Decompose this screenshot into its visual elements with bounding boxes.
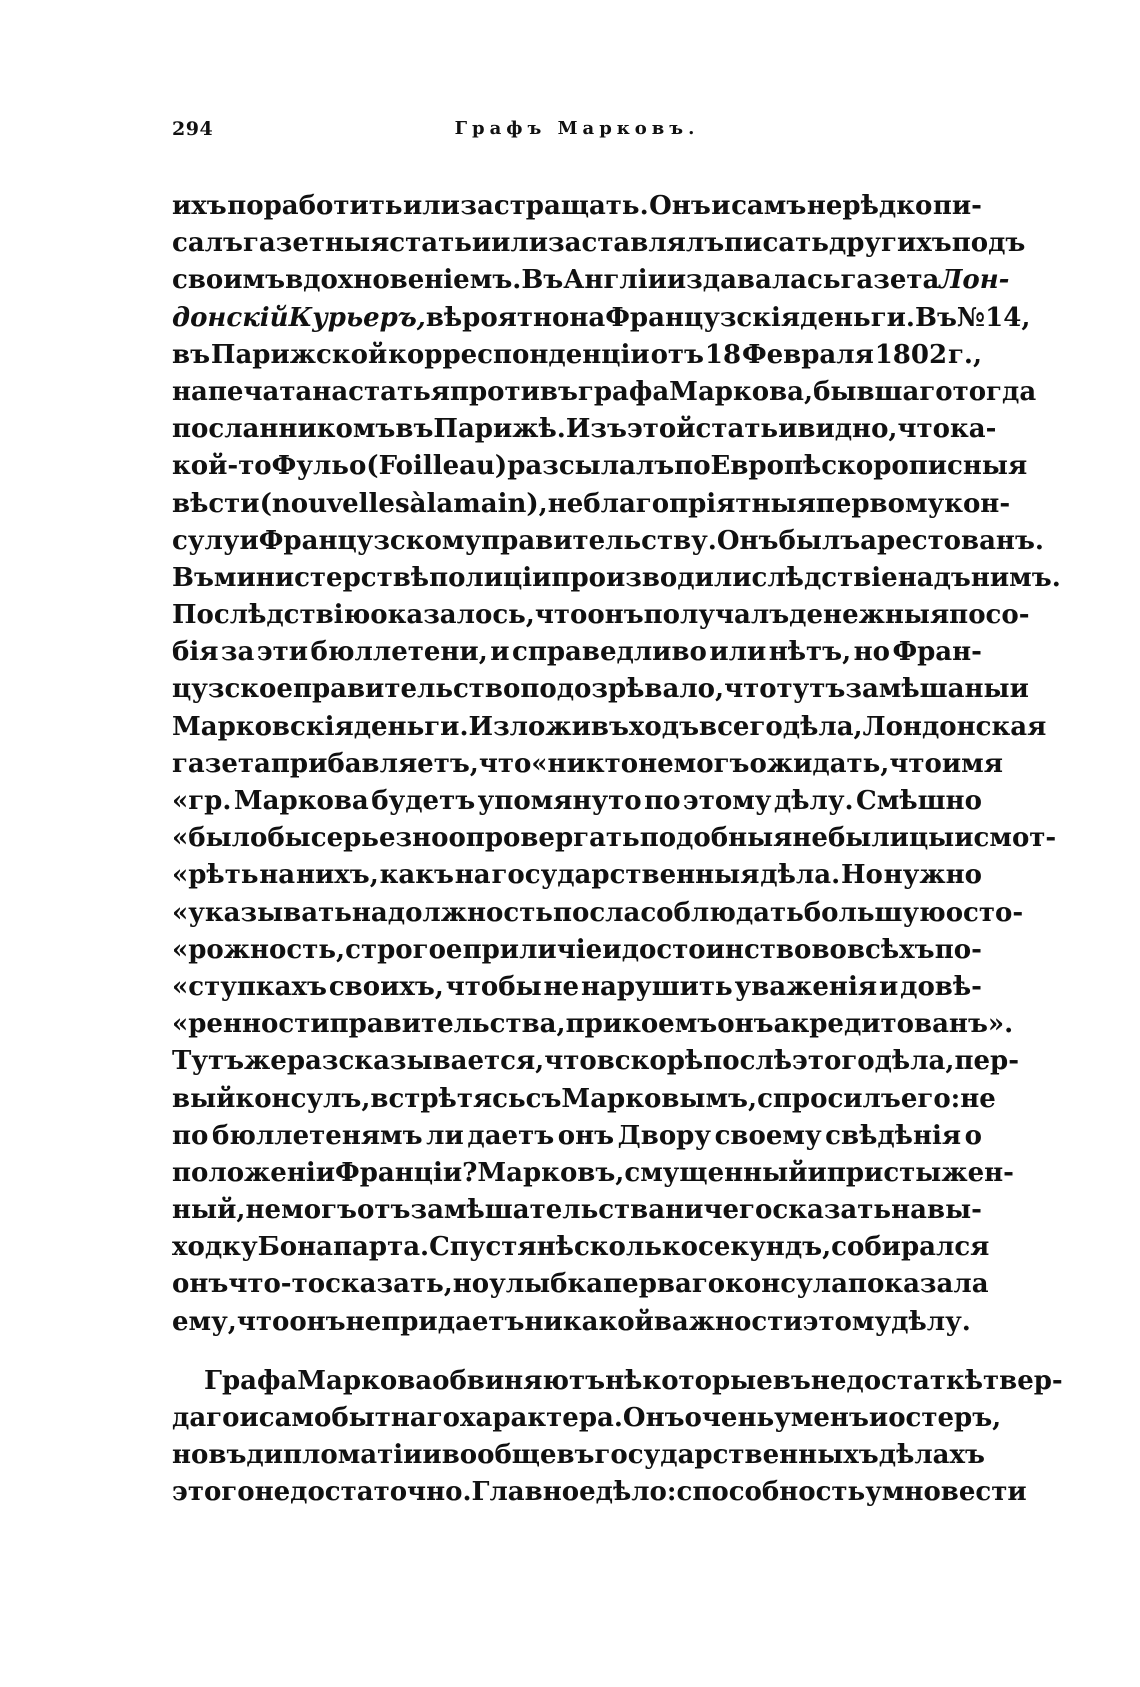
text-line: цузское правительство подозрѣвало, что тутъ замѣшаны и <box>172 674 1029 705</box>
paragraph <box>172 1363 1063 1512</box>
text-line: положеніи Франціи? Марковъ, смущенный и пристыжен- <box>172 1157 1014 1188</box>
text-line: ходку Бонапарта. Спустя нѣсколько секундъ, собирался <box>172 1232 990 1263</box>
text-line: вѣсти (nouvelles à la main), неблагопріятныя первому кон- <box>172 488 1011 519</box>
text-line: даго и самобытнаго характера. Онъ очень уменъ и остеръ, <box>172 1403 1002 1433</box>
page-number: 294 <box>172 118 214 140</box>
text-line: Тутъ же разсказывается, что вскорѣ послѣ этого дѣла, пер- <box>172 1046 1019 1077</box>
paragraph <box>172 188 1061 1341</box>
text-line: Въ министерствѣ полиціи производили слѣдствіе надъ нимъ. <box>172 562 1061 593</box>
text-line: Марковскія деньги. Изложивъ ходъ всего дѣла, Лондонская <box>172 711 1047 742</box>
text-line: посланникомъ въ Парижѣ. Изъ этой статьи видно, что ка- <box>172 414 997 445</box>
text-line: «было бы серьезно опровергать подобныя небылицы и смот- <box>172 823 1057 854</box>
text-line: «рѣть на нихъ, какъ на государственныя дѣла. Но нужно <box>172 860 982 891</box>
text-line: «ренности правительства, при коемъ онъ акредитованъ». <box>172 1009 1014 1040</box>
text-line: ный, не могъ отъ замѣшательства ничего сказать на вы- <box>172 1195 982 1226</box>
book-page <box>172 118 1063 1638</box>
text-line: «гр. Маркова будетъ упомянуто по этому дѣлу. Смѣшно <box>172 786 982 816</box>
text-line: сулу и Французскому правительству. Онъ былъ арестованъ. <box>172 525 1044 556</box>
text-line: но въ дипломатіи и вообще въ государственныхъ дѣлахъ <box>172 1440 985 1471</box>
text-line: донскій Курьеръ, вѣроятно на Французскія деньги. Въ № 14, <box>172 302 1031 333</box>
text-line: своимъ вдохновеніемъ. Въ Англіи издавалась газета Лон- <box>172 265 1010 296</box>
text-line: газета прибавляетъ, что «никто не могъ ожидать, что имя <box>172 748 1003 779</box>
text-line: салъ газетныя статьи или заставлялъ писать другихъ подъ <box>172 228 1026 259</box>
text-line: «ступкахъ своихъ, чтобы не нарушить уваженія и довѣ- <box>172 971 982 1002</box>
text-line: вый консулъ, встрѣтясь съ Марковымъ, спросилъ его: не <box>172 1083 996 1114</box>
text-line: онъ что-то сказать, но улыбка перваго консула показала <box>172 1269 989 1300</box>
running-title: Графъ Марковъ. <box>454 118 700 139</box>
text-line: по бюллетенямъ ли даетъ онъ Двору своему свѣдѣнія о <box>172 1120 982 1151</box>
text-line: По слѣдствію оказалось, что онъ получалъ денежныя посо- <box>172 600 1030 631</box>
text-line: напечатана статья противъ графа Маркова, бывшаго тогда <box>172 376 1037 407</box>
text-body <box>172 188 1063 1512</box>
text-line: кой-то Фульо (Foilleau) разсылалъ по Европѣ скорописныя <box>172 451 1028 482</box>
text-line: Графа Маркова обвиняютъ нѣкоторые въ недостаткѣ твер- <box>204 1365 1063 1396</box>
text-line: «указывать на должность посла соблюдать большую осто- <box>172 897 1024 928</box>
text-line: «рожность, строгое приличіе и достоинство во всѣхъ по- <box>172 934 982 965</box>
page-header <box>172 118 982 158</box>
text-line: ему, что онъ не придаетъ никакой важности этому дѣлу. <box>172 1306 971 1337</box>
text-line: въ Парижской корреспонденціи отъ 18 Февраля 1802 г., <box>172 339 982 370</box>
text-line: ихъ поработить или застращать. Онъ и самъ нерѣдко пи- <box>172 191 982 221</box>
text-line: этого недостаточно. Главное дѣло: способность умно вести <box>172 1477 1027 1508</box>
text-line: бія за эти бюллетени, и справедливо или нѣтъ, но Фран- <box>172 637 982 668</box>
